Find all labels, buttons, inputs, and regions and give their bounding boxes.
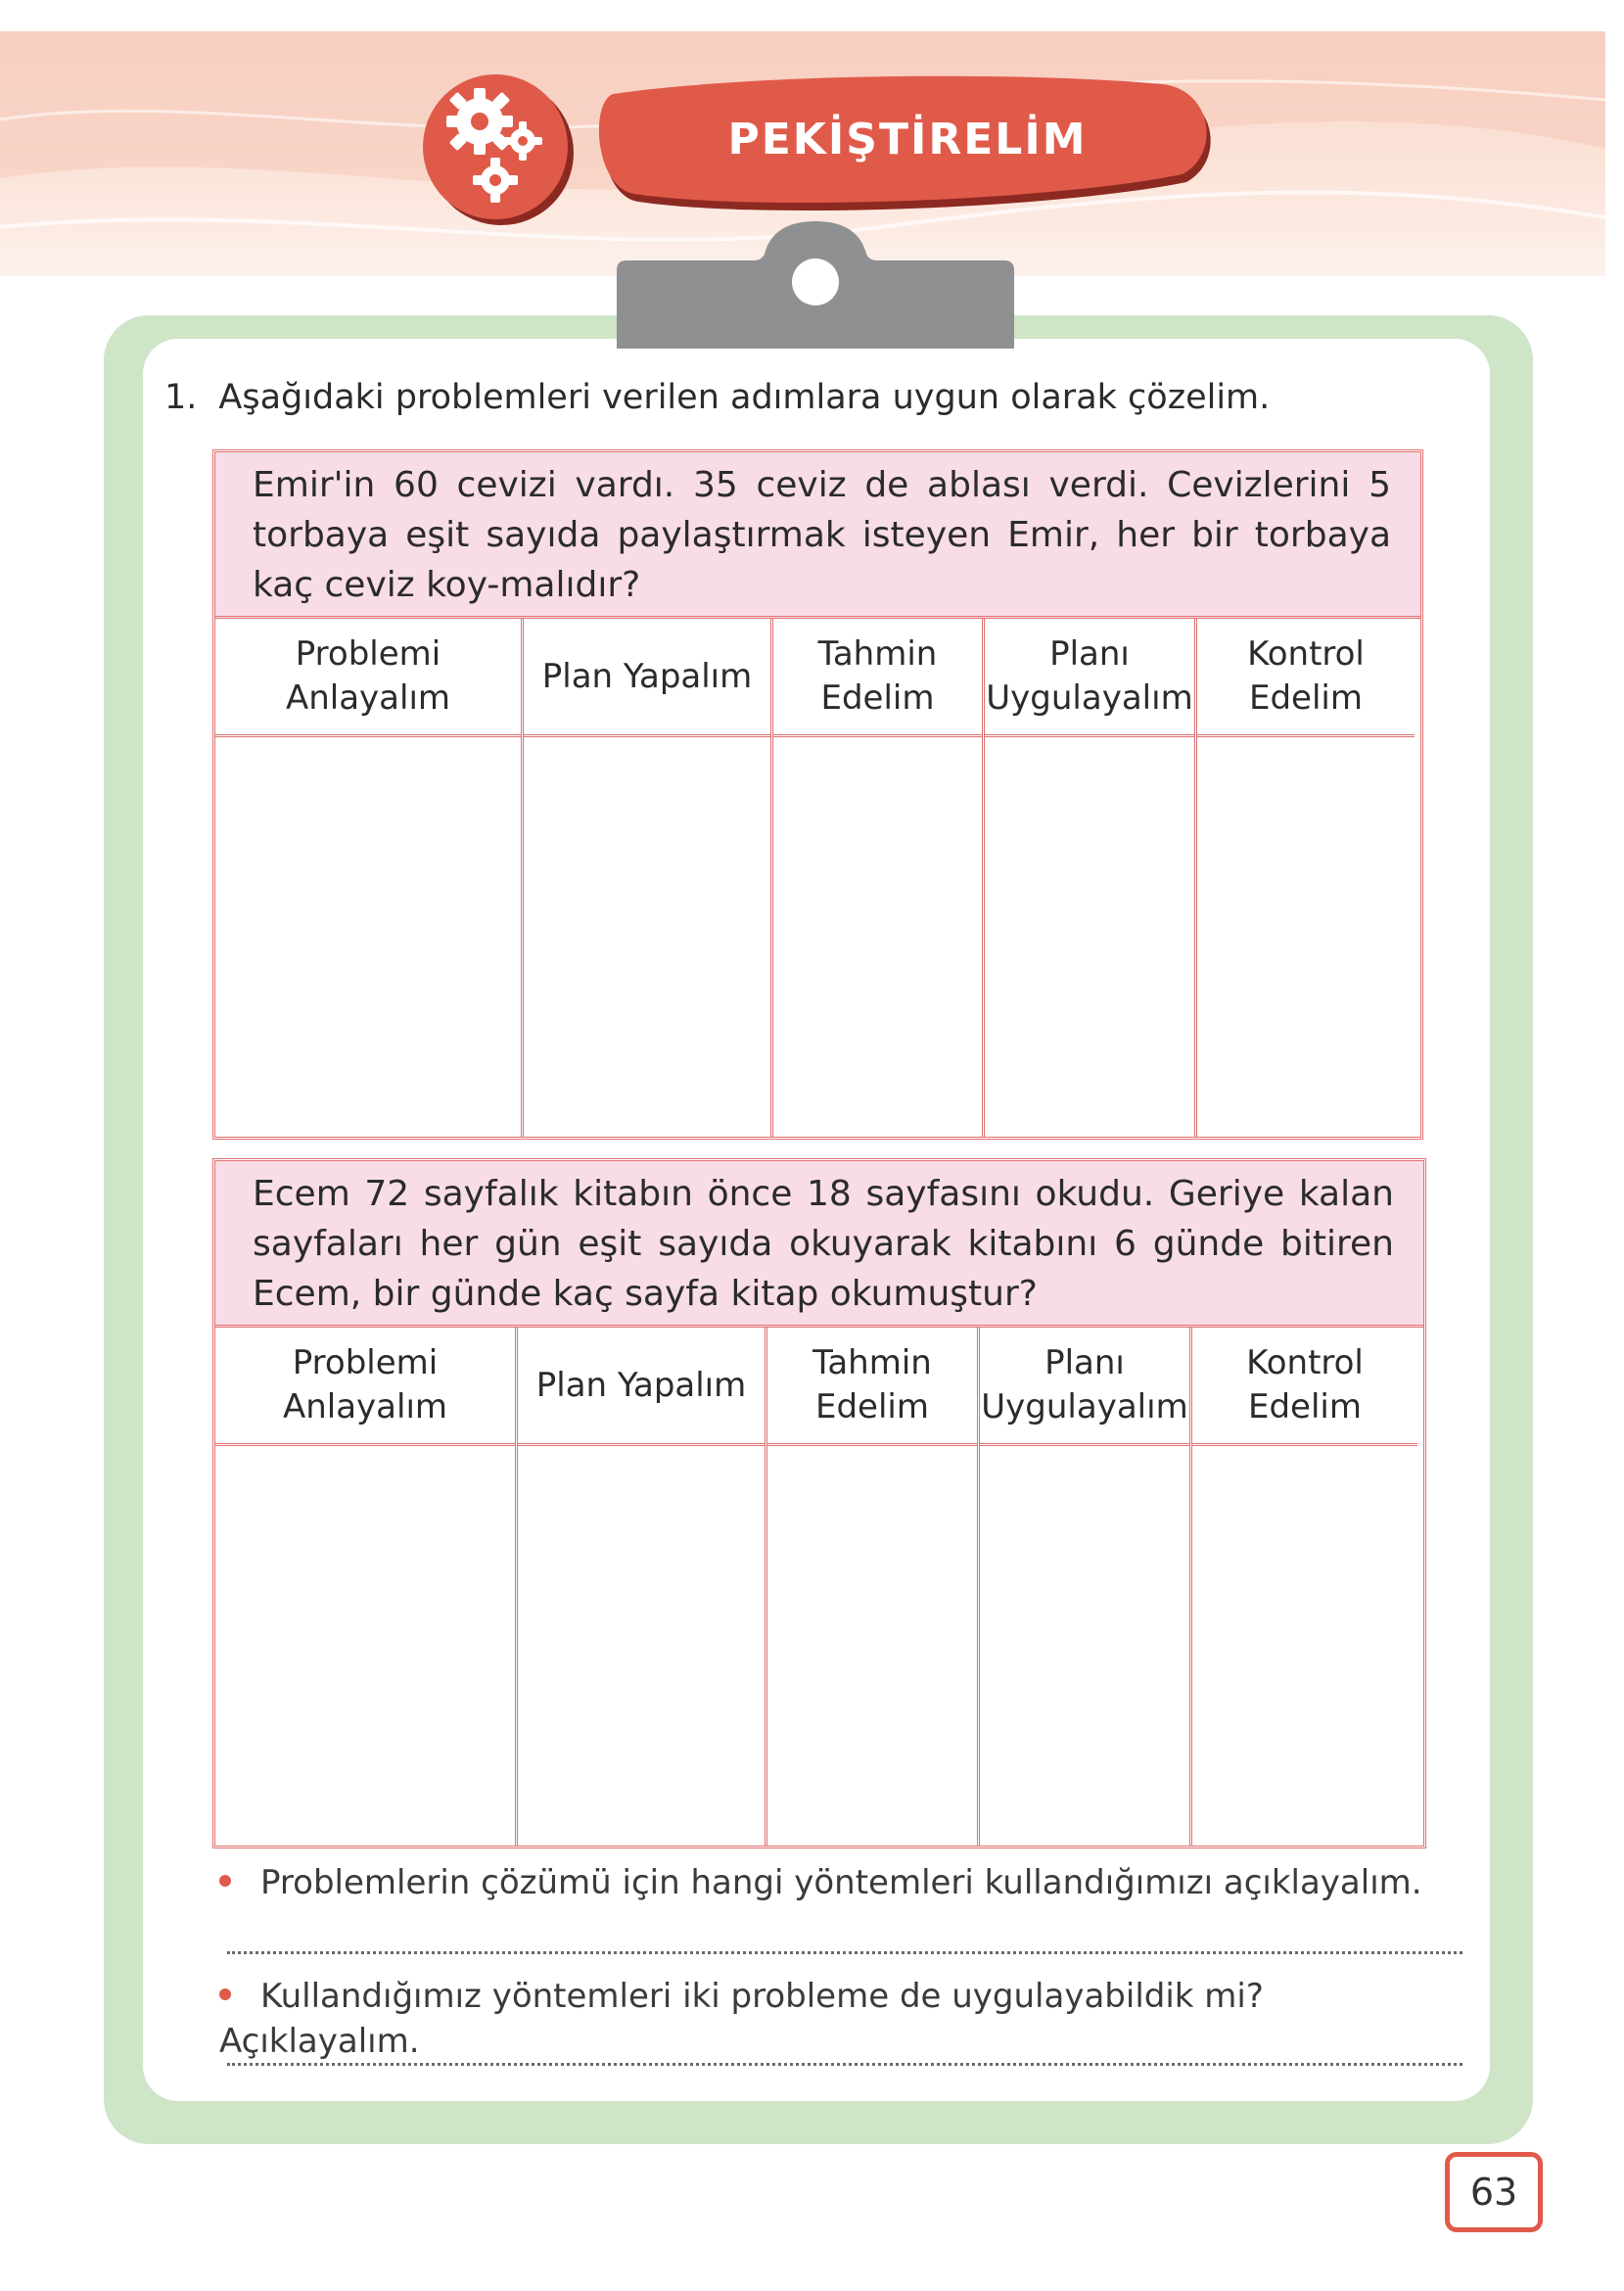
answer-cell[interactable] (524, 737, 770, 1137)
question-text: Aşağıdaki problemleri verilen adımlara uygun olarak çözelim. (218, 378, 1271, 417)
bullet-text: Kullandığımız yöntemleri iki probleme de uygulayabildik mi? Açıklayalım. (219, 1977, 1264, 2061)
answer-cell[interactable] (1197, 737, 1415, 1137)
step-column-apply (980, 1328, 1192, 1846)
problem-text: Ecem 72 sayfalık kitabın önce 18 sayfasını okudu. Geriye kalan sayfaları her gün eşit sayıda okuyarak kitabını 6 günde bitiren Ecem, bir günde kaç sayfa kitap okumuştur? (215, 1161, 1423, 1328)
answer-cell[interactable] (985, 737, 1194, 1137)
problem-steps-table (215, 619, 1420, 1137)
step-column-understand (215, 1328, 518, 1846)
step-header: Kontrol Edelim (1192, 1328, 1417, 1446)
answer-cell[interactable] (518, 1446, 765, 1846)
step-column-estimate (773, 619, 985, 1137)
question-prompt (164, 374, 1457, 421)
bullet-dot-icon (219, 1875, 231, 1887)
bullet-dot-icon (219, 1988, 231, 2000)
answer-cell[interactable] (215, 1446, 515, 1846)
step-header: Problemi Anlayalım (215, 1328, 515, 1446)
answer-cell[interactable] (980, 1446, 1189, 1846)
step-column-understand (215, 619, 524, 1137)
bullet-text: Problemlerin çözümü için hangi yöntemleri kullandığımızı açıklayalım. (260, 1863, 1422, 1902)
answer-cell[interactable] (215, 737, 521, 1137)
clipboard-clip-icon (617, 221, 1014, 349)
problem-card-1 (212, 449, 1423, 1140)
step-header: Problemi Anlayalım (215, 619, 521, 737)
problem-steps-table (215, 1328, 1423, 1846)
step-header: Tahmin Edelim (767, 1328, 977, 1446)
question-number: 1. (164, 378, 198, 417)
step-column-plan (524, 619, 773, 1137)
problem-card-2 (212, 1158, 1426, 1848)
page-number: 63 (1445, 2152, 1543, 2232)
bullet-item-2 (219, 1974, 1462, 2064)
step-header: Kontrol Edelim (1197, 619, 1415, 737)
step-header: Planı Uygulayalım (980, 1328, 1189, 1446)
step-header: Plan Yapalım (518, 1328, 765, 1446)
step-column-apply (985, 619, 1197, 1137)
page-title: PEKİŞTİRELİM (727, 115, 1088, 164)
step-column-plan (518, 1328, 767, 1846)
answer-cell[interactable] (767, 1446, 977, 1846)
bullet-item-1 (219, 1860, 1462, 1905)
answer-line-1[interactable] (227, 1951, 1462, 1954)
step-header: Plan Yapalım (524, 619, 770, 737)
step-column-estimate (767, 1328, 980, 1846)
step-header: Planı Uygulayalım (985, 619, 1194, 737)
answer-cell[interactable] (773, 737, 982, 1137)
step-column-check (1197, 619, 1415, 1137)
step-header: Tahmin Edelim (773, 619, 982, 737)
answer-cell[interactable] (1192, 1446, 1417, 1846)
gears-icon (419, 70, 576, 227)
step-column-check (1192, 1328, 1417, 1846)
problem-text: Emir'in 60 cevizi vardı. 35 ceviz de ablası verdi. Cevizlerini 5 torbaya eşit sayıda paylaştırmak isteyen Emir, her bir torbaya kaç ceviz koy-malıdır? (215, 452, 1420, 619)
answer-line-2[interactable] (227, 2063, 1462, 2066)
